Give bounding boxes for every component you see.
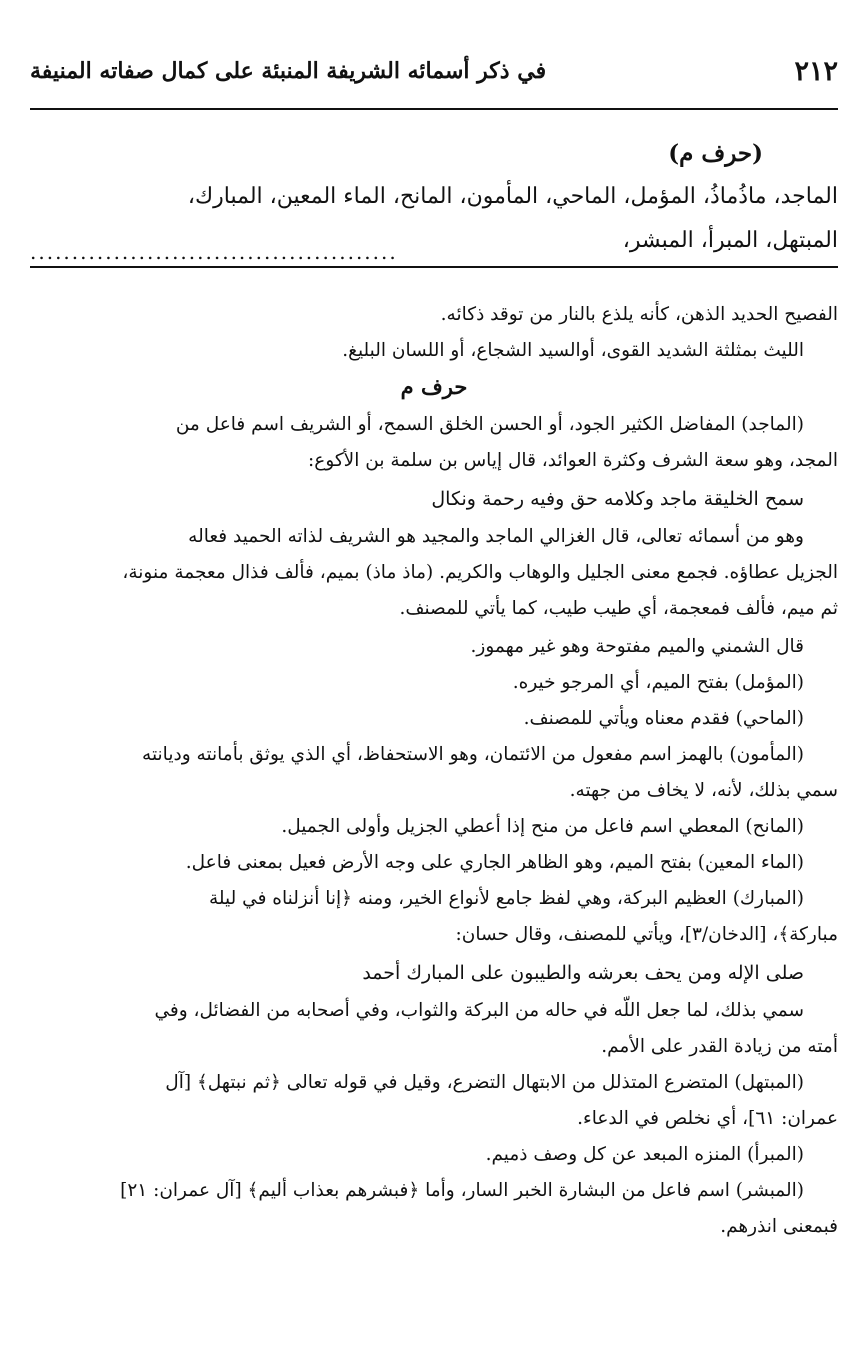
- text-line: (المانح) المعطي اسم فاعل من منح إذا أعطي الجزيل وأولى الجميل.: [281, 816, 804, 837]
- text-line: (المبرأ) المنزه المبعد عن كل وصف ذميم.: [485, 1144, 804, 1165]
- page-header: [30, 42, 838, 102]
- text-line: وهو من أسمائه تعالى، قال الغزالي الماجد والمجيد هو الشريف لذاته الحميد فعاله: [188, 526, 804, 547]
- text-line: (المأمون) بالهمز اسم مفعول من الائتمان، وهو الاستحفاظ، أي الذي يوثق بأمانته وديانته: [142, 744, 804, 765]
- contents-divider: [30, 266, 838, 268]
- text-line: (الماجد) المفاضل الكثير الجود، أو الحسن الخلق السمح، أو الشريف اسم فاعل من: [175, 414, 804, 435]
- text-line: (الماحي) فقدم معناه ويأتي للمصنف.: [523, 708, 804, 729]
- page-number: ٢١٢: [794, 56, 838, 87]
- text-line: (المبشر) اسم فاعل من البشارة الخبر السار، وأما ﴿فبشرهم بعذاب أليم﴾ [آل عمران: ٢١]: [120, 1180, 804, 1201]
- text-line: قال الشمني والميم مفتوحة وهو غير مهموز.: [470, 636, 804, 657]
- running-title: في ذكر أسمائه الشريفة المنبئة على كمال صفاته المنيفة: [30, 58, 547, 84]
- text-line: (المبارك) العظيم البركة، وهي لفظ جامع لأنواع الخير، ومنه ﴿إنا أنزلناه في ليلة: [209, 888, 804, 909]
- contents-line-2: المبتهل، المبرأ، المبشر،: [622, 228, 838, 253]
- poem-line: صلى الإله ومن يحف بعرشه والطيبون على المبارك أحمد: [362, 962, 804, 984]
- section-heading: حرف م: [400, 374, 468, 399]
- header-divider: [30, 108, 838, 110]
- poem-line: سمح الخليقة ماجد وكلامه حق وفيه رحمة ونكال: [431, 488, 804, 510]
- text-line: سمي بذلك، لما جعل اللّه في حاله من البركة والثواب، وفي أصحابه من الفضائل، وفي: [154, 1000, 804, 1021]
- text-line: الجزيل عطاؤه. فجمع معنى الجليل والوهاب والكريم. (ماذ ماذ) بميم، فألف فذال معجمة منونة،: [122, 562, 838, 583]
- text-line: أمته من زيادة القدر على الأمم.: [601, 1036, 838, 1057]
- text-line: ثم ميم، فألف فمعجمة، أي طيب طيب، كما يأتي للمصنف.: [399, 598, 838, 619]
- text-line: فبمعنى انذرهم.: [720, 1216, 838, 1237]
- contents-line-1: الماجد، ماذُماذُ، المؤمل، الماحي، المأمون، المانح، الماء المعين، المبارك،: [187, 184, 838, 209]
- text-line: الليث بمثلثة الشديد القوى، أوالسيد الشجاع، أو اللسان البليغ.: [342, 340, 804, 361]
- text-line: (المؤمل) بفتح الميم، أي المرجو خيره.: [512, 672, 804, 693]
- text-line: المجد، وهو سعة الشرف وكثرة العوائد، قال إياس بن سلمة بن الأكوع:: [308, 450, 838, 471]
- contents-leader-dots: ............................................: [30, 240, 398, 264]
- text-line: مباركة﴾، [الدخان/٣]، ويأتي للمصنف، وقال حسان:: [455, 924, 838, 945]
- text-line: (المبتهل) المتضرع المتذلل من الابتهال التضرع، وقيل في قوله تعالى ﴿ثم نبتهل﴾ [آل: [165, 1072, 804, 1093]
- text-line: (الماء المعين) بفتح الميم، وهو الظاهر الجاري على وجه الأرض فعيل بمعنى فاعل.: [185, 852, 804, 873]
- text-line: عمران: ٦١]، أي نخلص في الدعاء.: [577, 1108, 838, 1129]
- text-line: سمي بذلك، لأنه، لا يخاف من جهته.: [569, 780, 838, 801]
- text-line: الفصيح الحديد الذهن، كأنه يلذع بالنار من توقد ذكائه.: [440, 304, 838, 325]
- contents-title: (حرف م): [668, 140, 763, 167]
